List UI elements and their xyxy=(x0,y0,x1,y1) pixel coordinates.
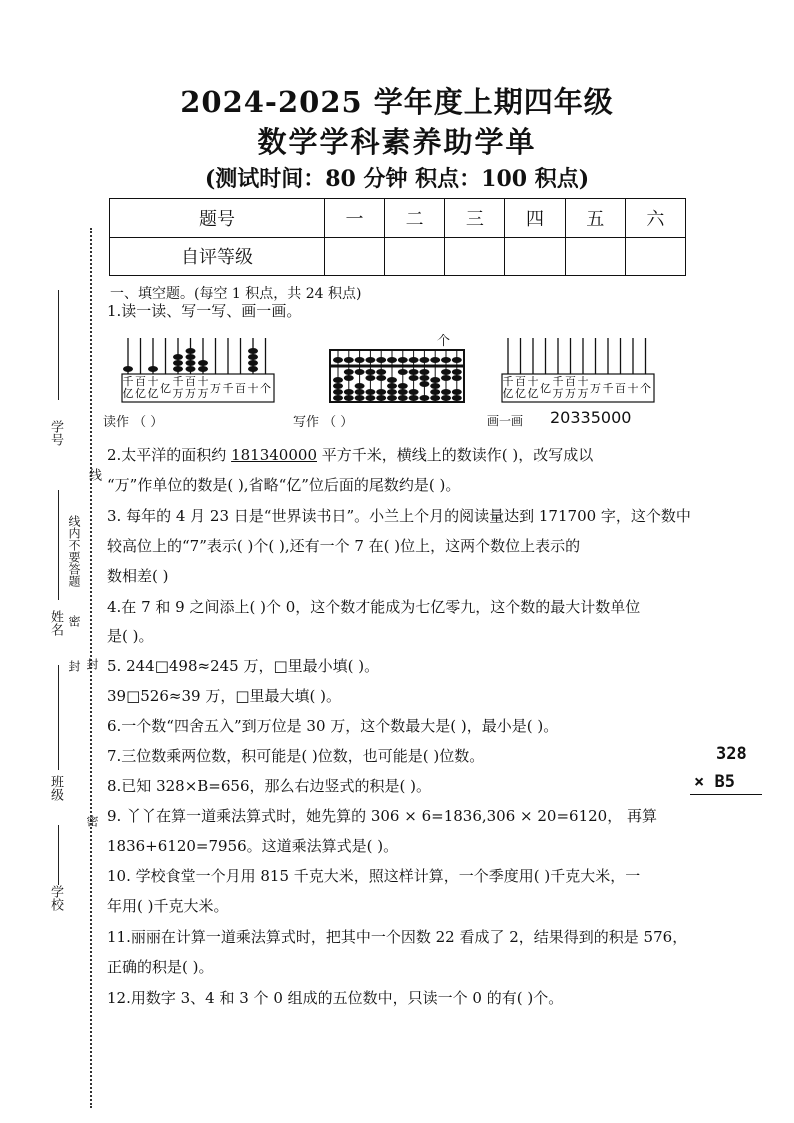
self-eval-cell[interactable] xyxy=(625,237,685,276)
abacus-place-label: 亿 xyxy=(515,387,526,400)
abacus-place-label: 万 xyxy=(577,387,589,400)
abacus-place-label: 个 xyxy=(640,382,651,395)
abacus-bead xyxy=(409,357,419,363)
abacus-place-label: 亿 xyxy=(540,382,551,395)
title-line-1: 2024-2025 学年度上期四年级 xyxy=(180,85,614,119)
abacus-bead xyxy=(333,383,343,389)
abacus-bead xyxy=(387,377,397,383)
abacus-1 xyxy=(120,336,280,406)
abacus-bead xyxy=(355,383,365,389)
abacus-bead xyxy=(430,395,440,401)
question-7: 7.三位数乘两位数，积可能是( )位数，也可能是( )位数。 xyxy=(107,747,485,765)
abacus-bead xyxy=(398,395,408,401)
abacus-bead xyxy=(452,395,462,401)
question-2-line-1 xyxy=(107,444,593,466)
score-header-cell: 五 xyxy=(565,199,625,238)
seal-mi-2: 密 xyxy=(85,815,99,827)
abacus-bead xyxy=(430,357,440,363)
abacus-bead xyxy=(186,354,196,360)
abacus-bead xyxy=(409,369,419,375)
abacus-place-label: 百 xyxy=(615,382,626,395)
abacus-bead xyxy=(248,354,258,360)
abacus-place-label: 万 xyxy=(197,387,209,400)
q2-text-a: 2.太平洋的面积约 xyxy=(107,446,232,464)
score-table xyxy=(109,198,686,276)
abacus-bead xyxy=(186,366,196,372)
abacus-bead xyxy=(344,389,354,395)
abacus-bead xyxy=(333,395,343,401)
abacus-bead xyxy=(376,357,386,363)
question-11-line-2: 正确的积是( )。 xyxy=(107,958,214,976)
q2-underlined-number: 181340000 xyxy=(231,446,317,464)
abacus-bead xyxy=(441,357,451,363)
banji-line xyxy=(58,665,59,770)
question-9-line-2: 1836+6120=7956。这道乘法算式是( )。 xyxy=(107,837,399,855)
abacus-place-label: 千 xyxy=(552,375,564,388)
abacus-place-label: 百 xyxy=(565,375,576,388)
abacus-place-label: 亿 xyxy=(527,387,539,400)
abacus-bead xyxy=(173,360,183,366)
abacus-bead xyxy=(376,389,386,395)
abacus-bead xyxy=(123,366,133,372)
abacus-place-label: 千 xyxy=(502,375,514,388)
score-header-cell: 二 xyxy=(385,199,445,238)
abacus-bead xyxy=(173,366,183,372)
xuehao-line xyxy=(58,290,59,400)
abacus-bead xyxy=(333,389,343,395)
abacus-place-label: 十 xyxy=(627,382,639,395)
abacus-place-label: 千 xyxy=(122,375,134,388)
abacus-bead xyxy=(419,357,429,363)
abacus-place-label: 十 xyxy=(247,382,259,395)
calc-line-2: × B5 xyxy=(694,772,735,792)
abacus-place-label: 亿 xyxy=(135,387,146,400)
abacus-place-label: 千 xyxy=(172,375,184,388)
self-eval-label: 自评等级 xyxy=(110,237,325,276)
question-5-line-1: 5. 244□498≈245 万，□里最小填( )。 xyxy=(107,657,380,675)
abacus-place-label: 千 xyxy=(602,382,614,395)
abacus-bead xyxy=(355,395,365,401)
abacus-bead xyxy=(376,375,386,381)
abacus-bead xyxy=(173,354,183,360)
abacus-bead xyxy=(344,357,354,363)
seal-text: 线内不要答题 xyxy=(67,515,81,587)
abacus-bead xyxy=(430,377,440,383)
abacus-bead xyxy=(344,395,354,401)
abacus-bead xyxy=(376,369,386,375)
draw-number: 20335000 xyxy=(550,408,632,427)
abacus-bead xyxy=(398,357,408,363)
abacus-bead xyxy=(452,375,462,381)
abacus-place-label: 十 xyxy=(527,375,539,388)
abacus-place-label: 个 xyxy=(260,382,271,395)
abacus-place-label: 万 xyxy=(185,387,196,400)
vertical-calculation xyxy=(694,744,762,795)
abacus-bead xyxy=(365,395,375,401)
abacus-bead xyxy=(452,389,462,395)
abacus-place-label: 百 xyxy=(185,375,196,388)
abacus-bead xyxy=(365,357,375,363)
abacus-bead xyxy=(248,360,258,366)
abacus-bead xyxy=(355,389,365,395)
question-1: 1.读一读、写一写、画一画。 xyxy=(107,302,302,320)
abacus-bead xyxy=(419,381,429,387)
title-line-2: 数学学科素养助学单 xyxy=(257,125,537,159)
question-8: 8.已知 328×B=656，那么右边竖式的积是( )。 xyxy=(107,777,431,795)
score-header-cell: 四 xyxy=(505,199,565,238)
banji-label: 班级 xyxy=(48,775,63,801)
abacus-3 xyxy=(500,336,660,406)
abacus-bead xyxy=(355,357,365,363)
seal-feng-2: 封 xyxy=(85,658,99,670)
self-eval-cell[interactable] xyxy=(324,237,384,276)
read-label: 读作 （ ） xyxy=(103,415,164,430)
abacus-bead xyxy=(333,377,343,383)
abacus-bead xyxy=(365,389,375,395)
abacus-place-label: 万 xyxy=(552,387,564,400)
abacus-bead xyxy=(365,375,375,381)
draw-label: 画一画 xyxy=(487,414,524,428)
abacus-bead xyxy=(452,369,462,375)
abacus-bead xyxy=(198,360,208,366)
score-header-cell: 题号 xyxy=(110,199,325,238)
abacus-bead xyxy=(248,366,258,372)
seal-xian-top: 线 xyxy=(86,468,101,481)
abacus-place-label: 百 xyxy=(515,375,526,388)
abacus-bead xyxy=(333,357,343,363)
calc-line-1: 328 xyxy=(716,744,747,764)
abacus-bead xyxy=(398,369,408,375)
abacus-bead xyxy=(409,389,419,395)
abacus-place-label: 十 xyxy=(197,375,209,388)
abacus-place-label: 十 xyxy=(577,375,589,388)
abacus-bead xyxy=(344,369,354,375)
xuexiao-label: 学校 xyxy=(48,885,63,911)
abacus-place-label: 百 xyxy=(135,375,146,388)
self-eval-cell[interactable] xyxy=(565,237,625,276)
abacus-place-label: 万 xyxy=(210,382,221,395)
abacus-bead xyxy=(248,348,258,354)
abacus-place-label: 万 xyxy=(172,387,184,400)
abacus-bead xyxy=(198,366,208,372)
abacus-place-label: 亿 xyxy=(147,387,159,400)
abacus-bead xyxy=(441,395,451,401)
abacus-top-label: 个 xyxy=(437,334,451,349)
abacus-bead xyxy=(419,395,429,401)
calc-rule xyxy=(690,794,762,795)
score-header-cell: 三 xyxy=(445,199,505,238)
abacus-bead xyxy=(409,395,419,401)
seal-mi: 密 xyxy=(67,615,81,627)
abacus-place-label: 百 xyxy=(235,382,246,395)
abacus-bead xyxy=(398,383,408,389)
abacus-bead xyxy=(398,389,408,395)
abacus-place-label: 千 xyxy=(222,382,234,395)
abacus-bead xyxy=(419,375,429,381)
self-eval-cell[interactable] xyxy=(505,237,565,276)
abacus-bead xyxy=(186,348,196,354)
xuehao-label: 学号 xyxy=(48,420,63,446)
abacus-place-label: 亿 xyxy=(122,387,134,400)
question-10-line-2: 年用( )千克大米。 xyxy=(107,897,229,915)
abacus-bead xyxy=(344,375,354,381)
question-2-line-2: “万”作单位的数是( ),省略“亿”位后面的尾数约是( )。 xyxy=(107,476,461,494)
xingming-line xyxy=(58,490,59,600)
question-3-line-3: 数相差( ) xyxy=(107,567,169,585)
self-eval-cell[interactable] xyxy=(445,237,505,276)
abacus-bead xyxy=(430,389,440,395)
abacus-bead xyxy=(441,389,451,395)
abacus-bead xyxy=(387,395,397,401)
score-header-cell: 六 xyxy=(625,199,685,238)
abacus-bead xyxy=(387,389,397,395)
abacus-bead xyxy=(387,357,397,363)
seal-feng: 封 xyxy=(67,660,81,672)
abacus-bead xyxy=(376,395,386,401)
abacus-bead xyxy=(452,357,462,363)
abacus-bead xyxy=(148,366,158,372)
write-label: 写作 （ ） xyxy=(293,415,354,430)
title-line-3: (测试时间：80 分钟 积点：100 积点) xyxy=(204,166,590,192)
question-11-line-1: 11.丽丽在计算一道乘法算式时，把其中一个因数 22 看成了 2，结果得到的积是 576， xyxy=(107,928,688,946)
question-4-line-1: 4.在 7 和 9 之间添上( )个 0，这个数才能成为七亿零九，这个数的最大计数单位 xyxy=(107,598,641,616)
abacus-place-label: 亿 xyxy=(160,382,171,395)
abacus-bead xyxy=(365,369,375,375)
abacus-place-label: 亿 xyxy=(502,387,514,400)
question-12: 12.用数字 3、4 和 3 个 0 组成的五位数中，只读一个 0 的有( )个。 xyxy=(107,989,564,1007)
abacus-place-label: 万 xyxy=(590,382,601,395)
abacus-bead xyxy=(441,369,451,375)
abacus-bead xyxy=(430,383,440,389)
section-title: 一、填空题。(每空 1 积点，共 24 积点) xyxy=(110,286,362,302)
abacus-bead xyxy=(409,375,419,381)
self-eval-cell[interactable] xyxy=(385,237,445,276)
question-10-line-1: 10. 学校食堂一个月用 815 千克大米，照这样计算，一个季度用( )千克大米，一 xyxy=(107,867,641,885)
xuexiao-line xyxy=(58,825,59,885)
abacus-bead xyxy=(441,375,451,381)
question-9-line-1: 9. 丫丫在算一道乘法算式时，她先算的 306 × 6=1836,306 × 20=6120， 再算 xyxy=(107,807,657,825)
abacus-bead xyxy=(387,383,397,389)
xingming-label: 姓名 xyxy=(48,610,63,636)
abacus-bead xyxy=(355,369,365,375)
q2-text-b: 平方千米，横线上的数读作( )，改写成以 xyxy=(317,446,594,464)
abacus-place-label: 十 xyxy=(147,375,159,388)
score-header-cell: 一 xyxy=(324,199,384,238)
abacus-bead xyxy=(186,360,196,366)
abacus-place-label: 万 xyxy=(565,387,576,400)
question-5-line-2: 39□526≈39 万，□里最大填( )。 xyxy=(107,687,341,705)
question-3-line-1: 3. 每年的 4 月 23 日是“世界读书日”。小兰上个月的阅读量达到 171700 字，这个数中 xyxy=(107,507,691,525)
question-3-line-2: 较高位上的“7”表示( )个( ),还有一个 7 在( )位上，这两个数位上表示的 xyxy=(107,537,581,555)
abacus-bead xyxy=(419,369,429,375)
question-4-line-2: 是( )。 xyxy=(107,627,154,645)
question-6: 6.一个数“四舍五入”到万位是 30 万，这个数最大是( )，最小是( )。 xyxy=(107,717,559,735)
